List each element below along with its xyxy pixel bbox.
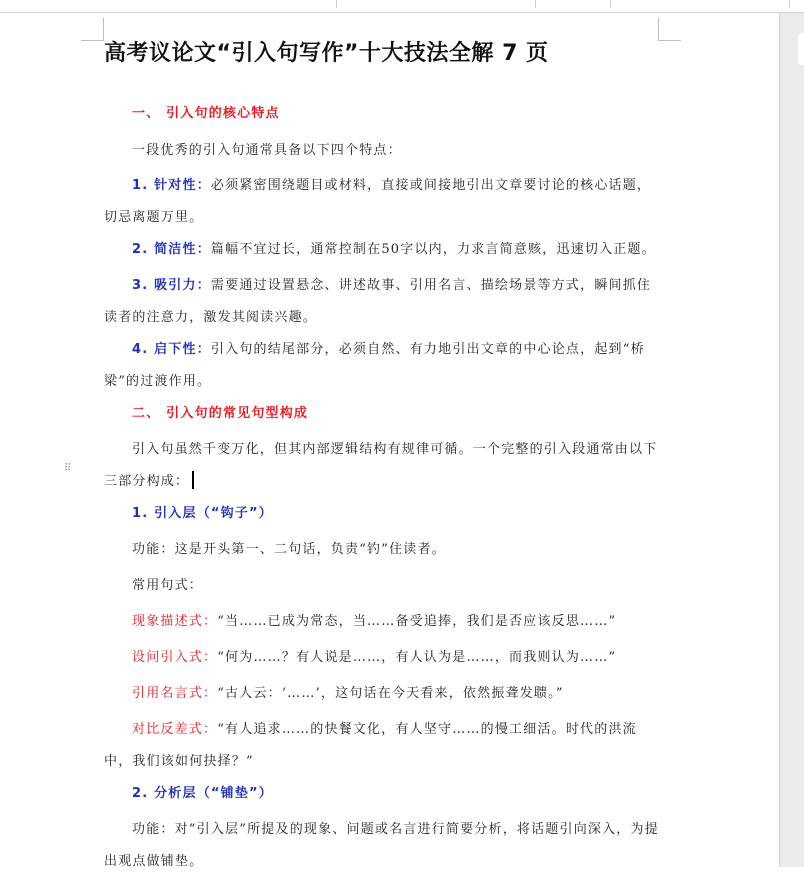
pattern-text: “当……已成为常态，当……备受追捧，我们是否应该反思……”	[217, 614, 617, 629]
pattern-label: 对比反差式：	[132, 722, 218, 737]
toolbar-divider	[610, 0, 611, 8]
section-heading-1: 一、 引入句的核心特点	[132, 106, 280, 121]
margin-corner-top-right	[658, 18, 681, 41]
point-label: 1. 针对性：	[132, 178, 211, 193]
point-2	[104, 234, 660, 266]
pattern-text: “古人云：‘……’，这句话在今天看来，依然振聋发聩。”	[217, 686, 564, 701]
section-2-intro[interactable]	[104, 434, 660, 498]
pattern-4	[104, 714, 660, 778]
point-3	[104, 270, 660, 334]
point-label: 2. 简洁性：	[132, 242, 211, 257]
document-title: 高考议论文“引入句写作”十大技法全解 7 页	[104, 41, 549, 66]
point-label: 4. 启下性：	[132, 342, 211, 357]
point-text: 篇幅不宜过长，通常控制在50字以内，力求言简意赅，迅速切入正题。	[210, 242, 656, 257]
point-text: 需要通过设置悬念、讲述故事、引用名言、描绘场景等方式，瞬间抓住读者的注意力，激发其阅读兴趣。	[104, 278, 652, 325]
pattern-1	[104, 606, 660, 638]
margin-corner-top-left	[81, 18, 104, 41]
intro-text: 引入句虽然千变万化，但其内部逻辑结构有规律可循。一个完整的引入段通常由以下三部分构成：	[104, 442, 658, 489]
point-label: 3. 吸引力：	[132, 278, 211, 293]
pattern-3	[104, 678, 660, 710]
pattern-label: 设问引入式：	[132, 650, 218, 665]
layer-heading-2: 2. 分析层（“铺垫”）	[132, 786, 273, 801]
side-panel-tab[interactable]	[798, 33, 804, 65]
point-1	[104, 170, 660, 234]
pattern-2	[104, 642, 660, 674]
top-toolbar-strip	[0, 0, 804, 13]
point-text: 必须紧密围绕题目或材料，直接或间接地引出文章要讨论的核心话题，切忌离题万里。	[104, 178, 652, 225]
side-panel-gutter	[779, 13, 804, 867]
section-1-intro: 一段优秀的引入句通常具备以下四个特点：	[132, 143, 402, 158]
pattern-label: 现象描述式：	[132, 614, 218, 629]
drag-handle-icon[interactable]: ⠿	[64, 463, 73, 474]
toolbar-divider	[336, 0, 337, 8]
text-cursor	[192, 471, 194, 489]
patterns-label: 常用句式：	[132, 578, 204, 593]
pattern-text: “何为……？有人说是……，有人认为是……，而我则认为……”	[217, 650, 617, 665]
point-text: 引入句的结尾部分，必须自然、有力地引出文章的中心论点，起到“桥梁”的过渡作用。	[104, 342, 645, 389]
point-4	[104, 334, 660, 398]
section-heading-2: 二、 引入句的常见句型构成	[132, 406, 309, 421]
pattern-label: 引用名言式：	[132, 686, 218, 701]
toolbar-divider	[789, 0, 790, 8]
layer-1-function: 功能：这是开头第一、二句话，负责“钓”住读者。	[132, 542, 446, 557]
layer-2-function: 功能：对“引入层”所提及的现象、问题或名言进行简要分析，将话题引向深入，为提出观点做铺垫。	[104, 822, 659, 869]
toolbar-divider	[535, 0, 536, 8]
pattern-text: “有人追求……的快餐文化，有人坚守……的慢工细活。时代的洪流中，我们该如何抉择？”	[104, 722, 637, 769]
layer-heading-1: 1. 引入层（“钩子”）	[132, 506, 273, 521]
